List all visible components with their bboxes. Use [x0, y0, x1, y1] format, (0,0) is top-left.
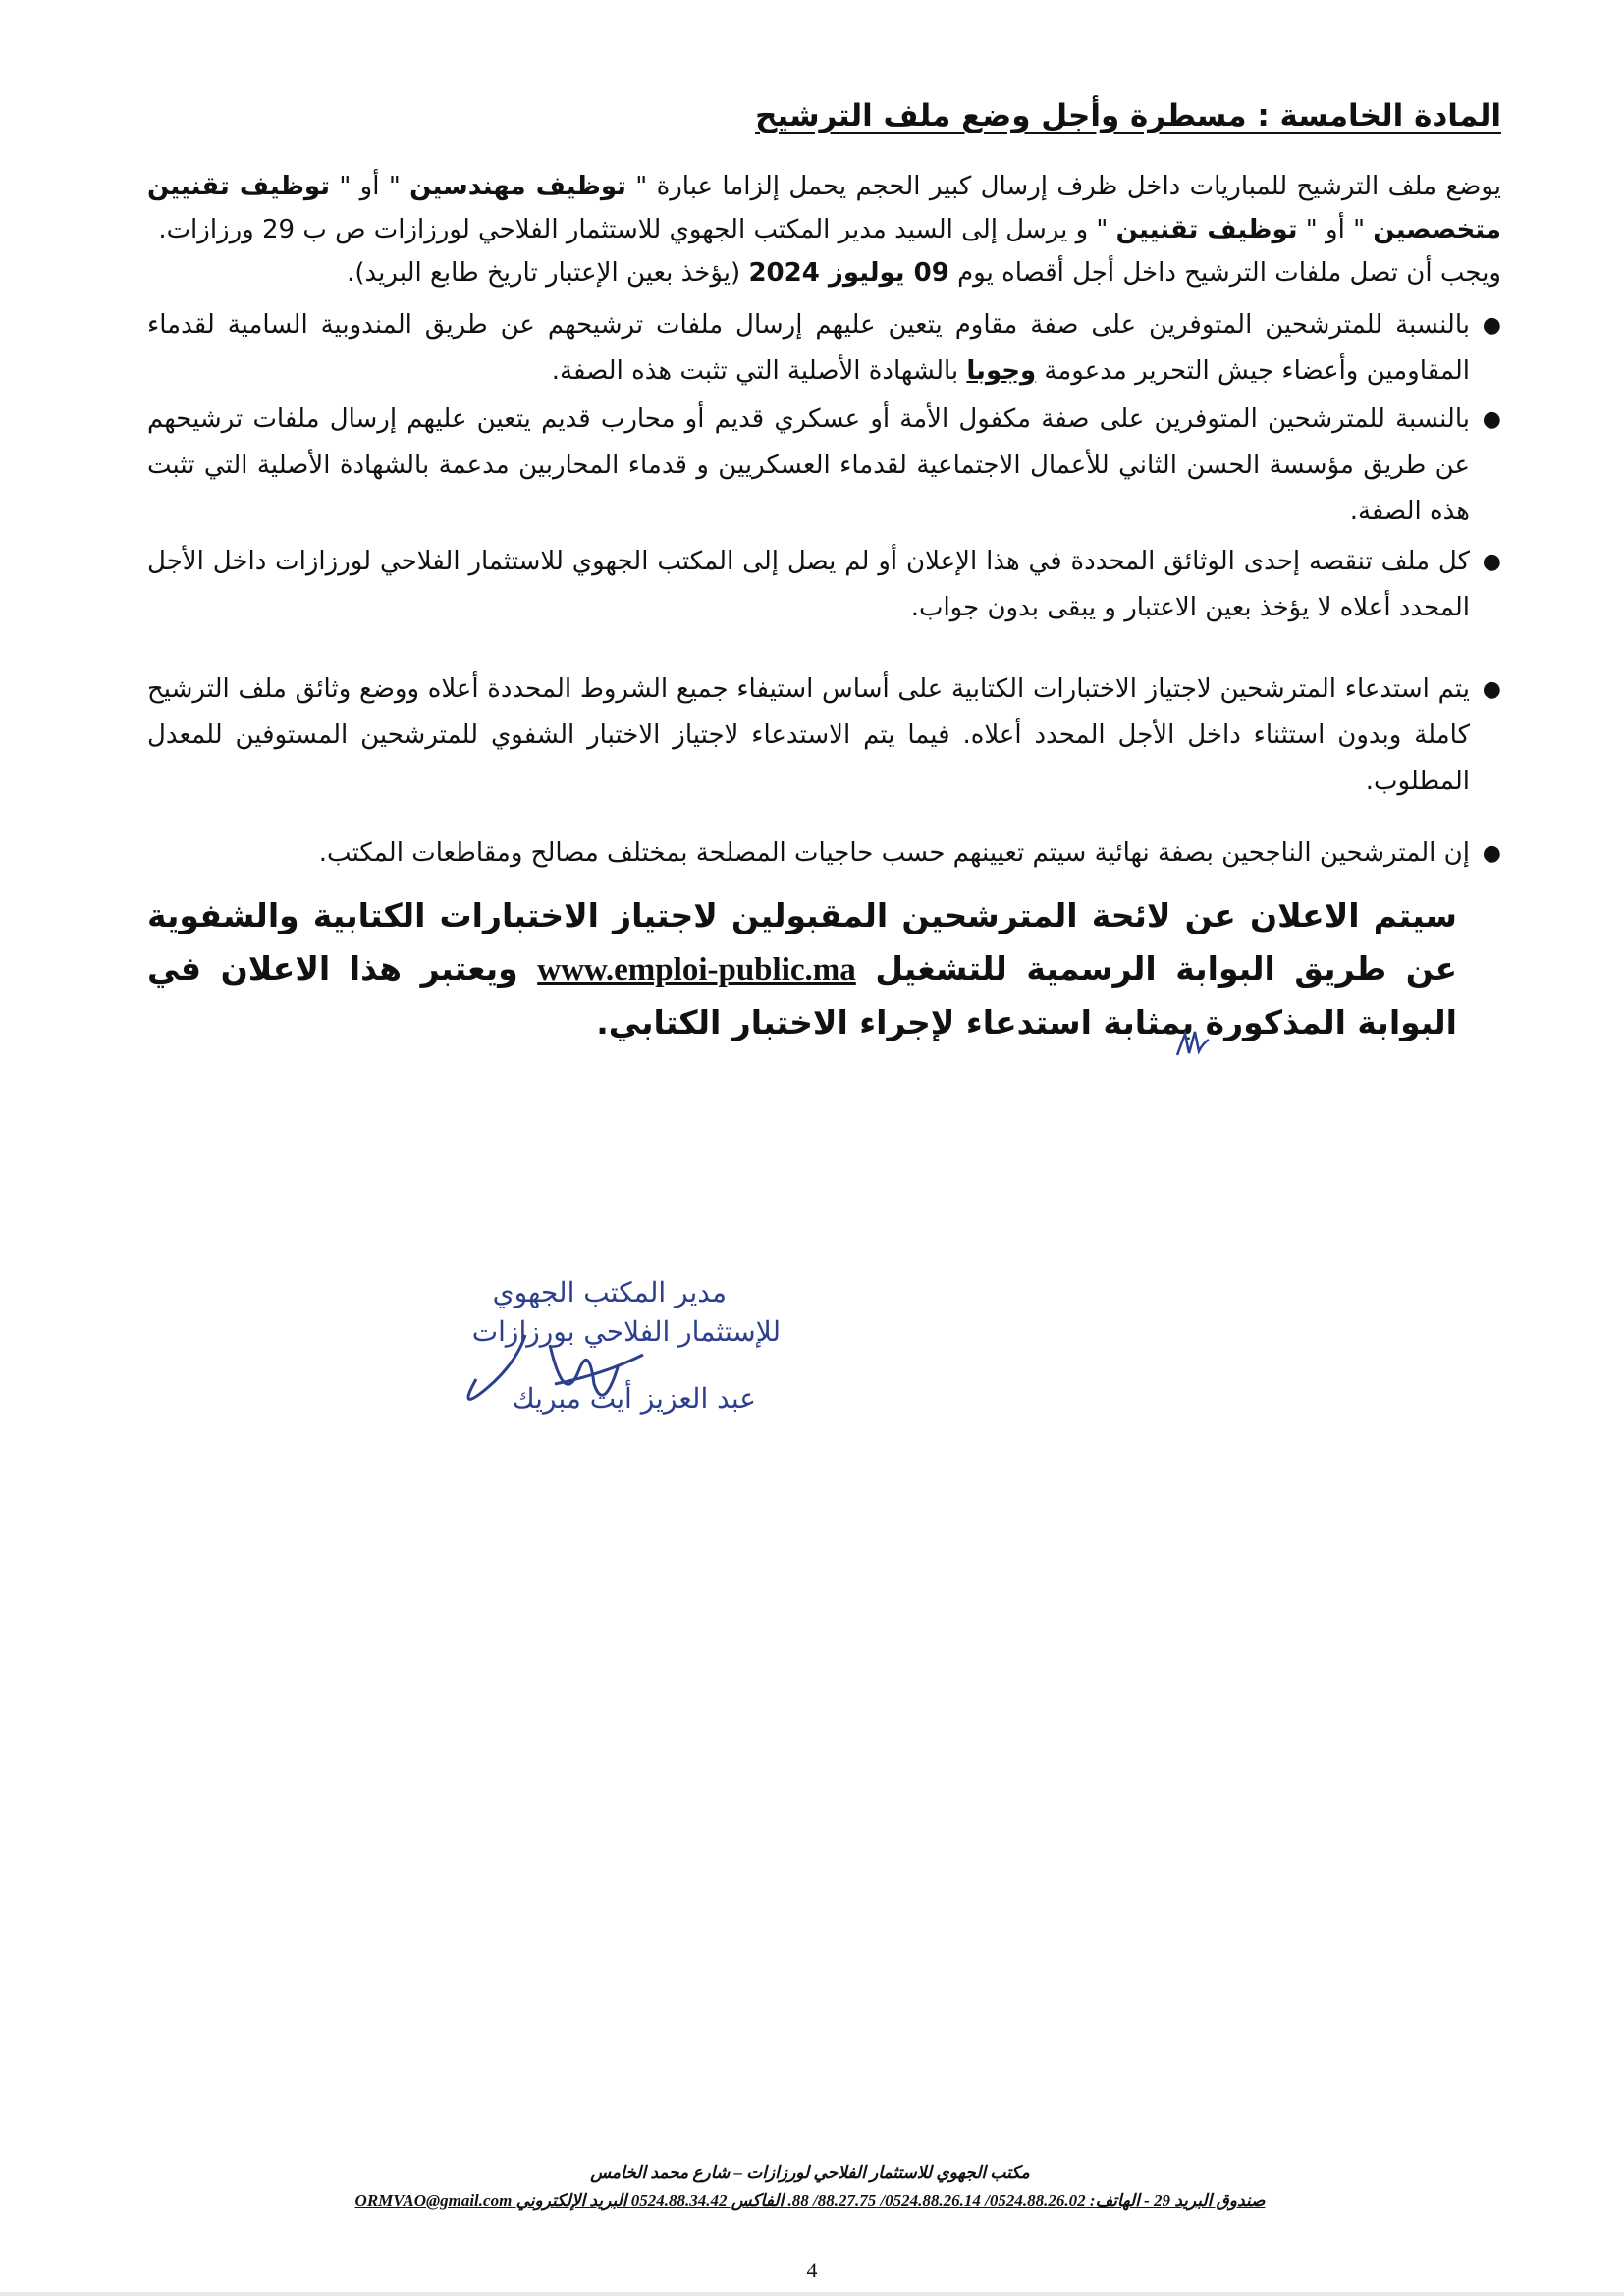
bullet-icon: ● — [1482, 407, 1501, 432]
deadline-note: (يؤخذ بعين الإعتبار تاريخ طابع البريد). — [347, 258, 749, 288]
bottom-divider — [0, 2292, 1624, 2296]
footer — [285, 2160, 1335, 2215]
page-number: 4 — [806, 2258, 818, 2282]
intro-bold-engineers: توظيف مهندسين — [409, 172, 626, 201]
list-item — [147, 302, 1501, 395]
list-item-emphasis: وجوبا — [966, 356, 1037, 386]
intro-paragraph-deadline — [147, 251, 1501, 294]
intro-paragraph-envelope — [147, 165, 1501, 251]
conditions-list — [147, 302, 1501, 877]
signature-stamp — [457, 1276, 781, 1433]
intro-text: " أو " — [330, 172, 410, 201]
footer-address: مكتب الجهوي للاستثمار الفلاحي لورزازات – شارع محمد الخامس — [590, 2163, 1030, 2182]
handwritten-signature-icon — [457, 1276, 781, 1433]
list-item-text: بالنسبة للمترشحين المتوفرين على صفة مكفول الأمة أو عسكري قديم أو محارب قديم يتعين عليهم إرسال ملفات ترشيحهم عن طريق مؤسسة الحسن الثاني للأعمال الاجتماعية لقدماء العسكريين و قدماء المحاربين مدعمة بالشهادة الأصلية التي تثبت هذه الصفة. — [147, 404, 1470, 526]
bullet-icon: ● — [1482, 841, 1501, 866]
article-heading: المادة الخامسة : مسطرة وأجل وضع ملف الترشيح — [755, 98, 1501, 133]
intro-bold-technicians: توظيف تقنيين — [1115, 215, 1298, 244]
bullet-icon: ● — [1482, 313, 1501, 338]
portal-link[interactable]: www.emploi-public.ma — [537, 952, 856, 988]
list-item — [147, 830, 1501, 877]
intro-text: " و يرسل إلى السيد مدير المكتب الجهوي للاستثمار الفلاحي لورزازات ص ب 29 ورزازات. — [158, 215, 1116, 244]
list-item — [147, 667, 1501, 805]
stamp-title: مدير المكتب الجهوي — [492, 1276, 727, 1308]
deadline-text: ويجب أن تصل ملفات الترشيح داخل أجل أقصاه يوم — [948, 258, 1501, 288]
deadline-date: 09 يوليوز 2024 — [748, 258, 949, 288]
stamp-office: للإستثمار الفلاحي بورزازات — [471, 1315, 781, 1348]
intro-text: " أو " — [1297, 215, 1374, 244]
intro-text: يوضع ملف الترشيح للمباريات داخل ظرف إرسال كبير الحجم يحمل إلزاما عبارة " — [625, 172, 1502, 201]
notice-text: سيتم الاعلان عن لائحة المترشحين المقبولين لاجتياز الاختبارات الكتابية والشفوية عن طريق البوابة الرسمية للتشغيل — [147, 896, 1457, 988]
footer-contact: صندوق البريد 29 - الهاتف: 0524.88.26.02/ 0524.88.26.14/ 88.27.75/ 88. الفاكس 0524.88.34.42 البريد الإلكتروني ORMVAO@gmail.com — [354, 2191, 1266, 2210]
stamp-name: عبد العزيز أيت مبريك — [512, 1382, 756, 1415]
bullet-icon: ● — [1482, 550, 1501, 574]
list-item-text: يتم استدعاء المترشحين لاجتياز الاختبارات الكتابية على أساس استيفاء جميع الشروط المحددة أعلاه ووضع وثائق ملف الترشيح كاملة وبدون استثناء داخل الأجل المحدد أعلاه. فيما يتم الاستدعاء لاجتياز الاختبار الشفوي للمترشحين المستوفين للمعدل المطلوب. — [147, 674, 1470, 796]
list-item-text: بالشهادة الأصلية التي تثبت هذه الصفة. — [551, 356, 967, 386]
intro-bold-specialized-technicians: توظيف تقنيين متخصصين — [147, 172, 1501, 244]
list-item — [147, 397, 1501, 535]
announcement-notice — [147, 889, 1457, 1049]
initials-mark-icon — [1173, 1026, 1213, 1065]
intro-section — [147, 165, 1501, 294]
list-item — [147, 539, 1501, 631]
list-item-text: كل ملف تنقصه إحدى الوثائق المحددة في هذا الإعلان أو لم يصل إلى المكتب الجهوي للاستثمار الفلاحي لورزازات داخل الأجل المحدد أعلاه لا يؤخذ بعين الاعتبار و يبقى بدون جواب. — [147, 547, 1470, 622]
notice-text: ويعتبر هذا الاعلان في البوابة المذكورة بمثابة استدعاء لإجراء الاختبار الكتابي. — [147, 949, 1457, 1041]
list-item-text: إن المترشحين الناجحين بصفة نهائية سيتم تعيينهم حسب حاجيات المصلحة بمختلف مصالح ومقاطعات المكتب. — [318, 838, 1470, 868]
list-item-text: بالنسبة للمترشحين المتوفرين على صفة مقاوم يتعين عليهم إرسال ملفات ترشيحهم عن طريق المندوبية السامية لقدماء المقاومين وأعضاء جيش التحرير مدعومة — [147, 310, 1470, 386]
bullet-icon: ● — [1482, 677, 1501, 702]
